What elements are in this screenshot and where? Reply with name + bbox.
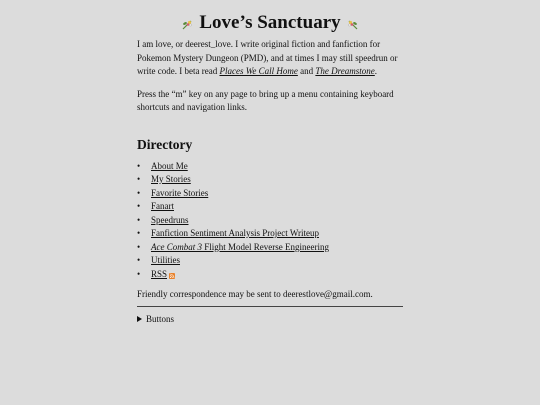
list-item (137, 254, 403, 268)
ace-combat-rest: Flight Model Reverse Engineering (202, 241, 329, 252)
intro-text-3: . (374, 66, 378, 76)
the-dreamstone-link[interactable]: The Dreamstone (315, 66, 375, 76)
list-item (137, 214, 403, 228)
intro-text-2: and (297, 66, 316, 76)
list-item (137, 173, 403, 187)
correspondence-note: Friendly correspondence may be sent to deerestlove@gmail.com. (137, 289, 373, 299)
buttons-summary-label: Buttons (146, 313, 175, 324)
rss-icon[interactable] (169, 270, 175, 276)
flower-icon (181, 18, 193, 30)
list-item (137, 200, 403, 214)
menu-hint-paragraph: Press the “m” key on any page to bring up a menu containing keyboard shortcuts and navigation links. (137, 88, 394, 112)
places-we-call-home-link[interactable]: Places We Call Home (219, 66, 298, 76)
page-title: Love’s Sanctuary (199, 12, 341, 33)
divider (137, 306, 403, 307)
intro-paragraph (137, 38, 403, 79)
directory-heading: Directory (137, 136, 193, 152)
ace-combat-link[interactable] (151, 242, 329, 252)
rss-link[interactable]: RSS (151, 268, 168, 279)
directory-list (137, 160, 403, 282)
sentiment-analysis-link[interactable]: Fanfiction Sentiment Analysis Project Writeup (151, 228, 319, 238)
disclosure-triangle-icon (137, 316, 142, 322)
list-item (137, 268, 403, 282)
my-stories-link[interactable]: My Stories (151, 174, 191, 184)
title-row (181, 10, 358, 36)
ace-combat-title: Ace Combat 3 (151, 241, 202, 252)
list-item (137, 241, 403, 255)
main-content (137, 38, 403, 326)
list-item (137, 227, 403, 241)
flower-icon (347, 18, 359, 30)
buttons-details-toggle[interactable] (137, 313, 403, 326)
utilities-link[interactable]: Utilities (151, 255, 180, 265)
fanart-link[interactable]: Fanart (151, 201, 174, 211)
about-me-link[interactable]: About Me (151, 160, 188, 171)
speedruns-link[interactable]: Speedruns (151, 214, 189, 225)
list-item (137, 160, 403, 174)
list-item (137, 187, 403, 201)
header (0, 10, 540, 36)
intro-text-1: I am love, or deerest_love. I write original fiction and fanfiction for Pokemon Mystery Dungeon (PMD), and at times I may still speedrun or write code. I beta read (137, 39, 398, 76)
favorite-stories-link[interactable]: Favorite Stories (151, 187, 209, 198)
